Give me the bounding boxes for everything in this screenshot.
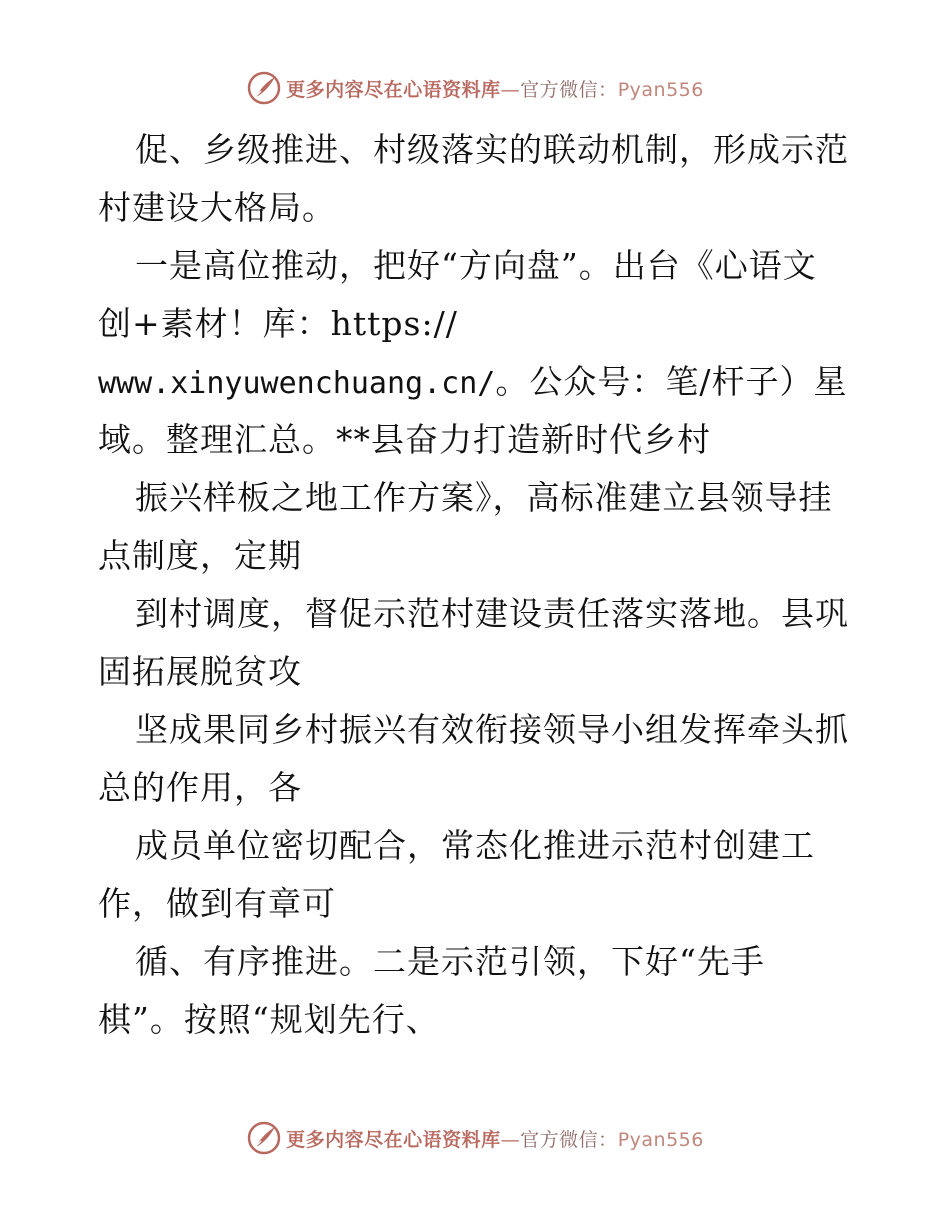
header-watermark-primary: 更多内容尽在心语资料库 — [286, 78, 501, 101]
website-url: www.xinyuwenchuang.cn/ — [98, 366, 496, 401]
header-watermark-banner — [0, 68, 950, 108]
body-line: 一是高位推动，把好“方向盘”。出台《心语文 — [135, 246, 817, 285]
feather-pen-logo-icon — [246, 70, 282, 106]
header-watermark-text — [286, 75, 704, 102]
footer-watermark-primary: 更多内容尽在心语资料库 — [286, 1128, 501, 1151]
body-line: 棋”。按照“规划先行、 — [98, 1000, 440, 1039]
body-line-text: 。公众号：笔/杆子）星 — [495, 362, 848, 401]
body-line: 成员单位密切配合，常态化推进示范村创建工 — [135, 826, 815, 865]
footer-watermark-dash: — — [500, 1128, 521, 1151]
footer-watermark-id: Pyan556 — [617, 1128, 704, 1151]
footer-watermark-banner — [0, 1118, 950, 1158]
body-line: 点制度，定期 — [98, 536, 302, 575]
header-watermark-id: Pyan556 — [617, 78, 704, 101]
body-line: 固拓展脱贫攻 — [98, 652, 302, 691]
body-line: 总的作用，各 — [98, 768, 302, 807]
body-line — [98, 360, 847, 404]
body-line: 作，做到有章可 — [98, 884, 336, 923]
body-line: 促、乡级推进、村级落实的联动机制，形成示范 — [135, 130, 849, 169]
body-line: 域。整理汇总。**县奋力打造新时代乡村 — [98, 420, 711, 459]
body-line-text: 创+素材！库：https:// — [98, 304, 458, 343]
body-line: 振兴样板之地工作方案》，高标准建立县领导挂 — [135, 478, 833, 517]
body-line — [98, 302, 458, 346]
header-watermark-secondary: 官方微信： — [520, 78, 618, 101]
body-line: 循、有序推进。二是示范引领，下好“先手 — [135, 942, 765, 981]
footer-watermark-text — [286, 1125, 704, 1152]
footer-watermark-secondary: 官方微信： — [520, 1128, 618, 1151]
body-line: 到村调度，督促示范村建设责任落实落地。县巩 — [135, 594, 849, 633]
body-line: 村建设大格局。 — [98, 188, 336, 227]
header-watermark-dash: — — [500, 78, 521, 101]
feather-pen-logo-icon — [246, 1120, 282, 1156]
body-line: 坚成果同乡村振兴有效衔接领导小组发挥牵头抓 — [135, 710, 849, 749]
